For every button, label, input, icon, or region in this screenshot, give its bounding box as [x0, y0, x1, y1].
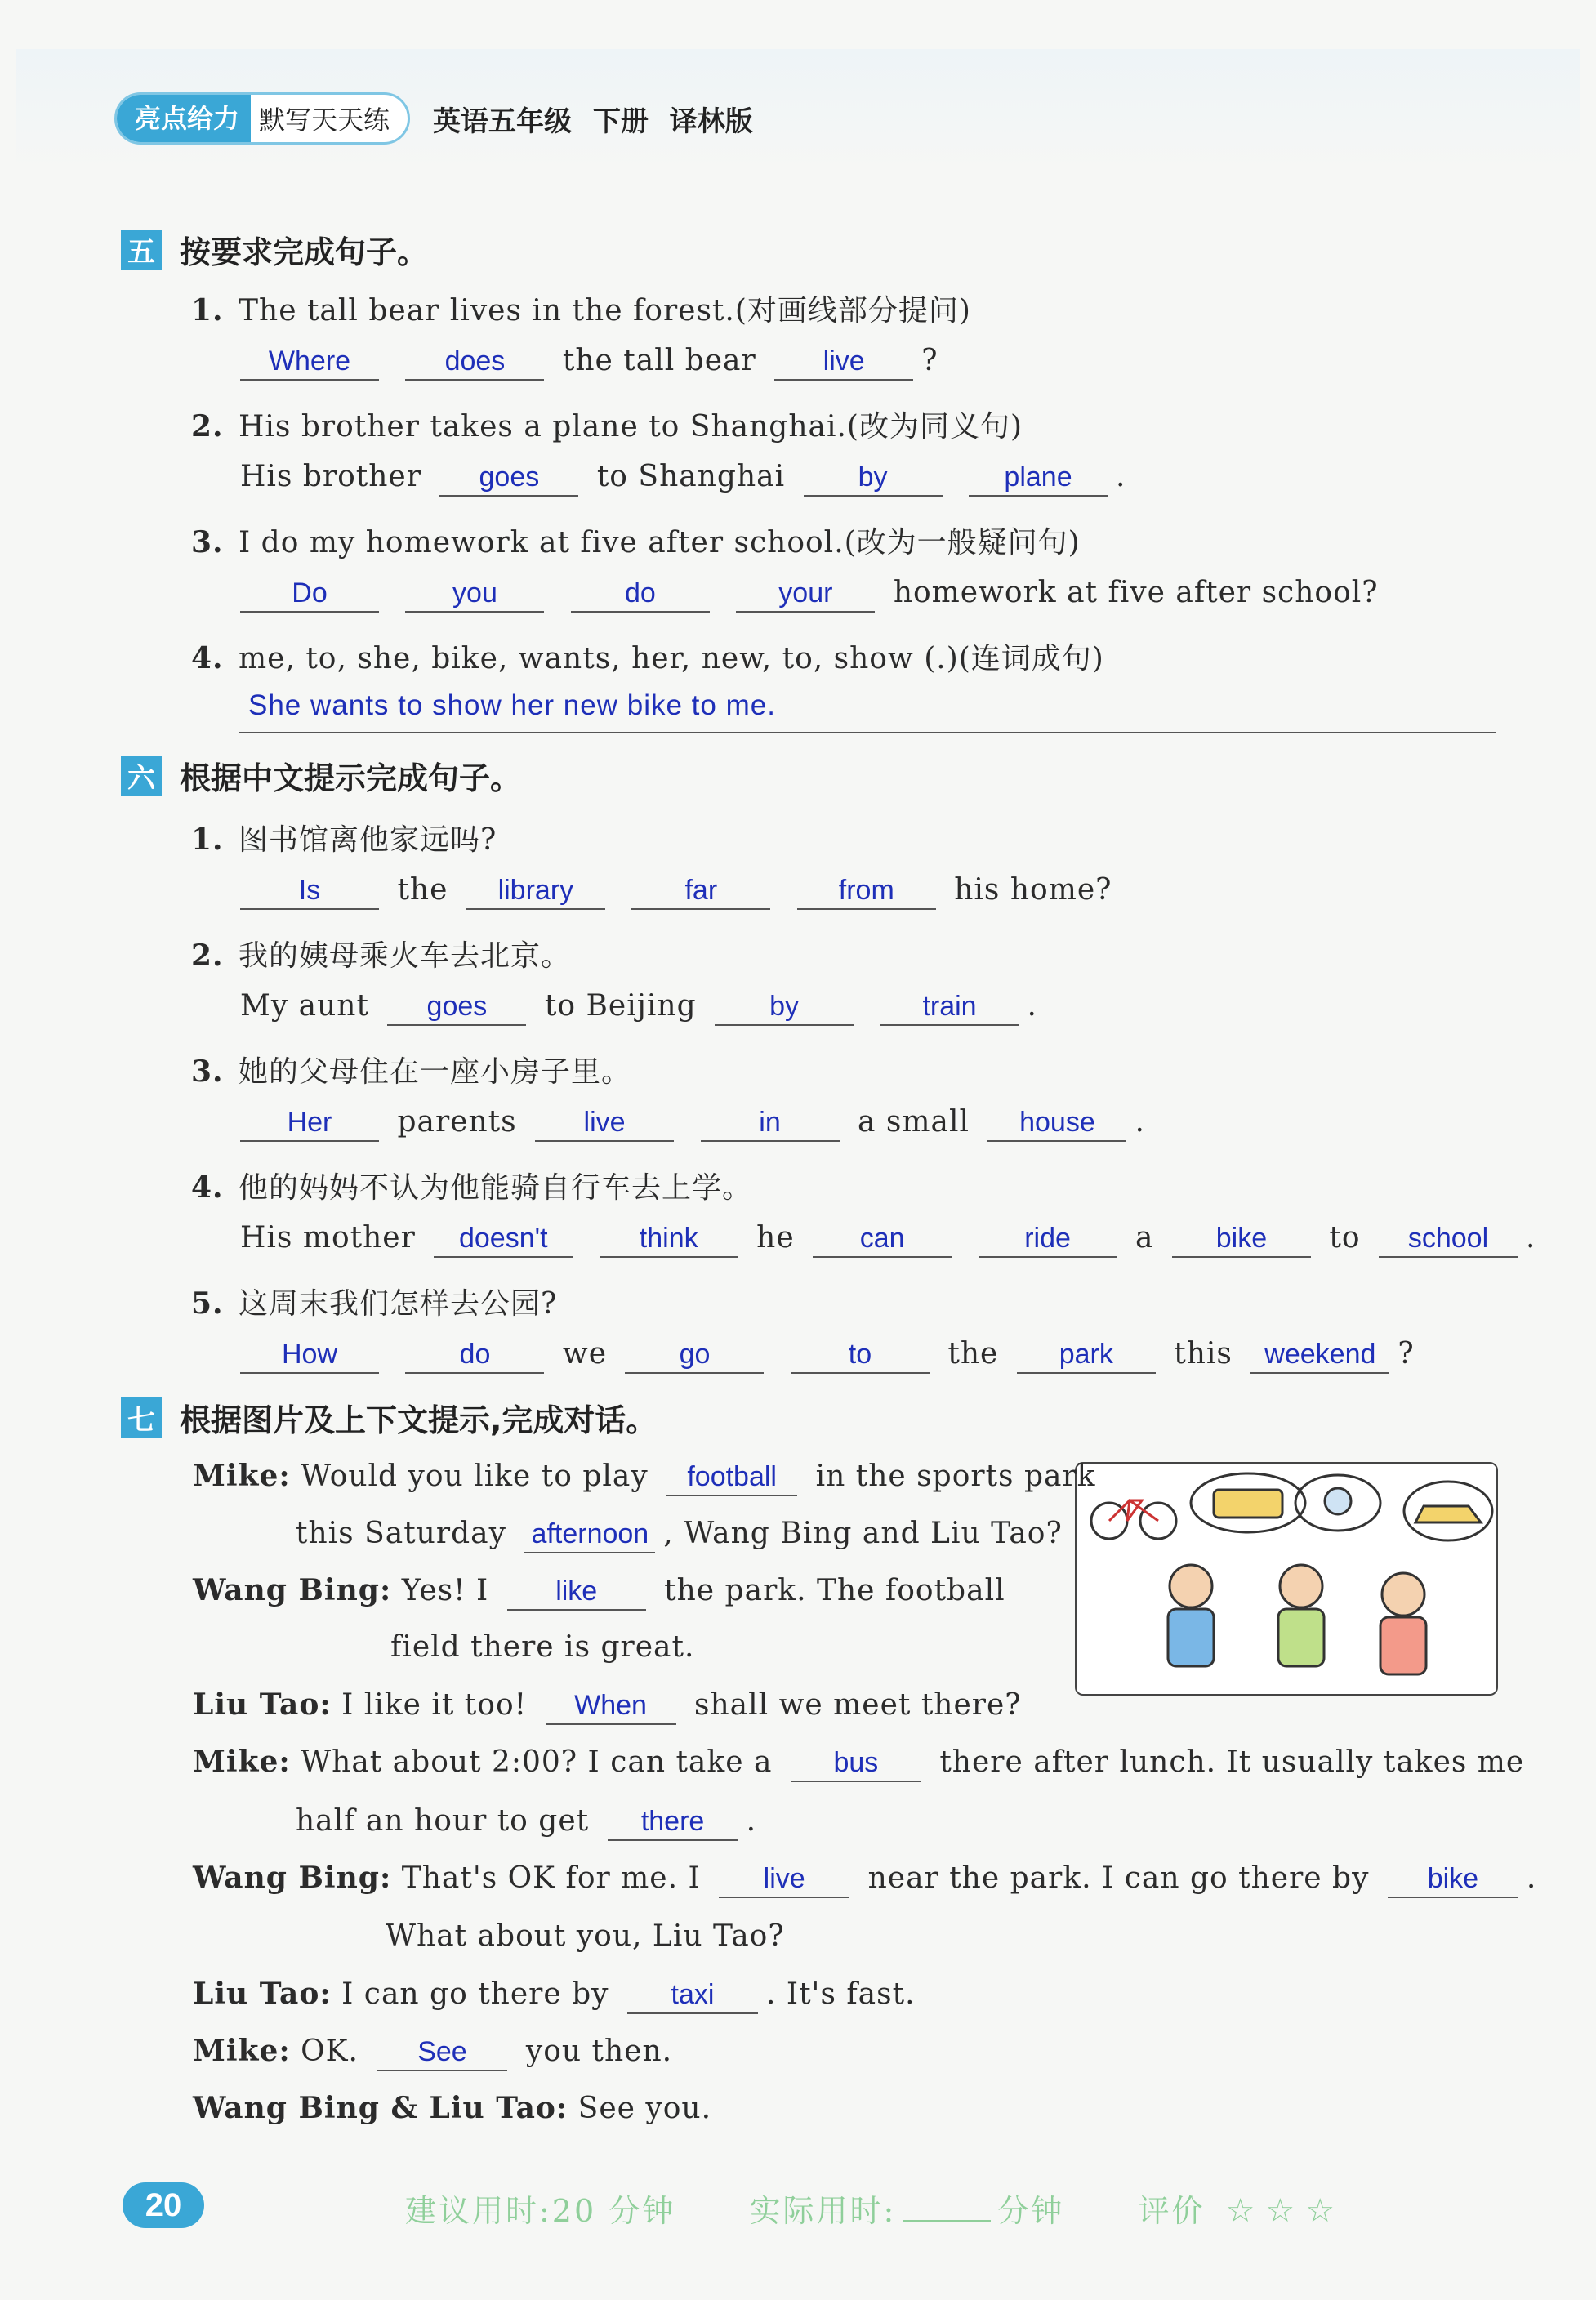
static-text: That's OK for me. I — [401, 1861, 701, 1895]
star-icon[interactable]: ☆ — [1305, 2192, 1338, 2230]
dialogue-line — [390, 1630, 694, 1664]
edition: 译林版 — [669, 105, 753, 138]
static-text: near the park. I can go there by — [867, 1861, 1370, 1895]
dialogue-line — [193, 2034, 672, 2071]
static-text: . — [746, 1804, 757, 1838]
answer-blank[interactable]: bus — [791, 1745, 921, 1782]
answer-blank[interactable]: park — [1017, 1336, 1156, 1374]
static-text: His mother — [240, 1221, 416, 1255]
book-info — [433, 99, 753, 139]
section-5-heading — [121, 227, 428, 272]
question-prompt — [191, 288, 971, 329]
static-text: shall we meet there? — [694, 1688, 1022, 1722]
static-text: ? — [1398, 1337, 1415, 1371]
static-text: What about 2:00? I can take a — [301, 1745, 773, 1779]
star-icon[interactable]: ☆ — [1225, 2192, 1258, 2230]
static-text: the park. The football — [664, 1574, 1005, 1607]
answer-blank[interactable]: school — [1379, 1220, 1518, 1258]
static-text: . — [1116, 460, 1126, 493]
rating-label: 评价 — [1138, 2193, 1206, 2229]
prompt-text: 她的父母住在一座小房子里。 — [239, 1055, 632, 1089]
brand-logo — [114, 92, 410, 145]
question-prompt — [191, 817, 497, 858]
static-text: , Wang Bing and Liu Tao? — [663, 1517, 1063, 1550]
static-text: the — [397, 873, 448, 907]
star-icon[interactable]: ☆ — [1265, 2192, 1298, 2230]
answer-blank[interactable]: train — [880, 988, 1019, 1026]
static-text: I like it too! — [341, 1688, 528, 1722]
brand-name: 亮点给力 — [117, 95, 251, 142]
static-text: to Beijing — [544, 989, 697, 1023]
answer-blank[interactable]: live — [535, 1104, 674, 1142]
static-text: . — [1027, 989, 1037, 1023]
speaker: Mike: — [193, 2034, 291, 2068]
answer-line — [232, 1104, 1145, 1142]
answer-line — [240, 988, 1037, 1026]
page-number: 20 — [123, 2182, 204, 2228]
answer-blank[interactable]: in — [701, 1104, 840, 1142]
answer-line — [232, 1336, 1415, 1374]
static-text: My aunt — [240, 989, 369, 1023]
static-text: Yes! I — [401, 1574, 489, 1607]
question-number: 2. — [191, 409, 224, 444]
dialogue-line — [193, 1977, 916, 2014]
section-badge: 七 — [121, 1397, 162, 1438]
section-title: 根据图片及上下文提示,完成对话。 — [180, 1402, 658, 1438]
answer-blank[interactable]: bike — [1388, 1861, 1518, 1898]
answer-blank[interactable]: weekend — [1250, 1336, 1389, 1374]
answer-blank[interactable]: there — [608, 1803, 738, 1841]
speaker: Wang Bing: — [193, 1573, 392, 1607]
dialogue-line — [193, 1459, 1096, 1496]
answer-blank[interactable]: your — [736, 575, 875, 613]
answer-blank[interactable]: to — [791, 1336, 930, 1374]
static-text: the tall bear — [562, 344, 756, 377]
question-prompt — [191, 933, 571, 974]
answer-blank[interactable]: from — [797, 872, 936, 910]
question-number: 5. — [191, 1286, 224, 1321]
answer-blank[interactable]: live — [774, 343, 913, 381]
static-text: this Saturday — [296, 1517, 506, 1550]
static-text: . It's fast. — [765, 1977, 916, 2011]
volume: 下册 — [592, 105, 649, 138]
question-prompt — [191, 1165, 752, 1206]
question-prompt — [191, 1281, 557, 1322]
section-badge: 五 — [121, 230, 162, 270]
answer-blank[interactable]: ride — [979, 1220, 1117, 1258]
prompt-text: 图书馆离他家远吗? — [239, 823, 497, 857]
answer-blank[interactable]: goes — [387, 988, 526, 1026]
prompt-text: me, to, she, bike, wants, her, new, to, show (.)(连词成句) — [239, 642, 1104, 675]
question-number: 3. — [191, 1054, 224, 1089]
answer-blank[interactable]: afternoon — [524, 1516, 655, 1553]
illustration-boys-transport — [1075, 1462, 1498, 1696]
static-text: he — [756, 1221, 795, 1255]
dialogue-line — [193, 1745, 1524, 1782]
section-badge: 六 — [121, 756, 162, 796]
answer-blank[interactable]: far — [631, 872, 770, 910]
answer-line — [232, 343, 938, 381]
answer-blank[interactable]: do — [571, 575, 710, 613]
question-prompt — [191, 635, 1104, 677]
answer-blank[interactable]: See — [377, 2034, 507, 2071]
prompt-text: 这周末我们怎样去公园? — [239, 1287, 558, 1321]
static-text: to Shanghai — [596, 460, 786, 493]
question-number: 4. — [191, 641, 224, 675]
answer-line — [232, 872, 1112, 910]
static-text: homework at five after school? — [893, 576, 1379, 609]
answer-blank[interactable]: When — [546, 1687, 676, 1725]
answer-blank[interactable]: think — [600, 1220, 738, 1258]
answer-blank[interactable]: live — [719, 1861, 849, 1898]
dialogue-line — [193, 2091, 711, 2125]
static-text: I can go there by — [341, 1977, 609, 2011]
static-text: there after lunch. It usually takes me — [939, 1745, 1525, 1779]
illustration-svg — [1077, 1464, 1496, 1694]
answer-blank[interactable]: can — [813, 1220, 952, 1258]
question-prompt — [191, 1049, 631, 1090]
answer-blank[interactable]: library — [466, 872, 605, 910]
prompt-text: The tall bear lives in the forest.(对画线部分提问) — [239, 294, 971, 328]
static-text: a small — [857, 1105, 970, 1139]
answer-line — [240, 459, 1126, 497]
answer-blank[interactable]: goes — [439, 459, 578, 497]
suggested-time: 建议用时:20 分钟 — [405, 2193, 676, 2229]
static-text: . — [1135, 1105, 1145, 1139]
static-text: OK. — [301, 2035, 359, 2068]
section-title: 根据中文提示完成句子。 — [180, 760, 522, 796]
answer-blank[interactable]: How — [240, 1336, 379, 1374]
static-text: His brother — [240, 460, 421, 493]
dialogue-line — [193, 1573, 1005, 1611]
static-text: we — [562, 1337, 608, 1371]
answer-blank[interactable]: house — [987, 1104, 1126, 1142]
dialogue-line — [296, 1803, 756, 1841]
question-number: 4. — [191, 1170, 224, 1205]
static-text: See you. — [577, 2092, 712, 2125]
page-header — [114, 90, 753, 147]
dialogue-line — [193, 1687, 1022, 1725]
section-title: 按要求完成句子。 — [180, 234, 429, 270]
dialogue-line — [193, 1861, 1536, 1898]
static-text: . — [1526, 1221, 1536, 1255]
section-7-heading — [121, 1395, 657, 1440]
speaker: Liu Tao: — [193, 1687, 332, 1722]
static-text: you then. — [525, 2035, 673, 2068]
dialogue-line — [386, 1919, 785, 1953]
static-text: the — [947, 1337, 999, 1371]
static-text: his home? — [954, 873, 1112, 907]
static-text: Would you like to play — [301, 1460, 649, 1493]
actual-time-label: 实际用时: — [749, 2193, 897, 2229]
speaker: Mike: — [193, 1459, 291, 1493]
subject: 英语五年级 — [433, 105, 573, 138]
answer-blank[interactable]: by — [715, 988, 854, 1026]
question-number: 1. — [191, 293, 224, 328]
answer-line — [240, 1220, 1536, 1258]
question-prompt — [191, 519, 1081, 561]
answer-blank[interactable]: taxi — [627, 1977, 758, 2014]
answer-blank[interactable]: you — [405, 575, 544, 613]
speaker: Wang Bing: — [193, 1861, 392, 1895]
time-rating-bar — [405, 2186, 1337, 2231]
question-number: 2. — [191, 938, 224, 973]
static-text: What about you, Liu Tao? — [386, 1919, 785, 1953]
speaker: Wang Bing & Liu Tao: — [193, 2091, 568, 2125]
answer-blank[interactable]: Do — [240, 575, 379, 613]
question-number: 1. — [191, 822, 224, 857]
answer-blank[interactable]: does — [405, 343, 544, 381]
question-number: 3. — [191, 525, 224, 559]
series-name: 默写天天练 — [259, 105, 390, 136]
static-text: field there is great. — [390, 1630, 695, 1664]
answer-blank[interactable]: football — [666, 1459, 797, 1496]
answer-blank[interactable]: doesn't — [434, 1220, 573, 1258]
prompt-text: 他的妈妈不认为他能骑自行车去上学。 — [239, 1171, 753, 1205]
answer-blank[interactable]: do — [405, 1336, 544, 1374]
answer-blank[interactable]: plane — [969, 459, 1108, 497]
answer-blank[interactable]: Her — [240, 1104, 379, 1142]
answer-blank[interactable]: by — [804, 459, 943, 497]
static-text: a — [1135, 1221, 1154, 1255]
answer-blank[interactable]: bike — [1172, 1220, 1311, 1258]
static-text: in the sports park — [815, 1460, 1096, 1493]
prompt-text: I do my homework at five after school.(改为一般疑问句) — [239, 526, 1081, 559]
static-text: to — [1329, 1221, 1361, 1255]
page-footer — [123, 2182, 204, 2228]
answer-blank[interactable]: Is — [240, 872, 379, 910]
static-text: this — [1174, 1337, 1233, 1371]
section-6-heading — [121, 753, 521, 798]
static-text: . — [1526, 1861, 1537, 1895]
static-text: half an hour to get — [296, 1804, 590, 1838]
answer-blank[interactable]: go — [625, 1336, 764, 1374]
static-text: ? — [921, 344, 938, 377]
prompt-text: His brother takes a plane to Shanghai.(改为同义句) — [239, 410, 1023, 444]
static-text: parents — [397, 1105, 517, 1139]
answer-sentence[interactable]: She wants to show her new bike to me. — [248, 689, 776, 721]
answer-line — [232, 575, 1379, 613]
question-prompt — [191, 403, 1023, 445]
prompt-text: 我的姨母乘火车去北京。 — [239, 939, 572, 973]
answer-blank[interactable]: like — [507, 1573, 646, 1611]
speaker: Liu Tao: — [193, 1977, 332, 2011]
time-unit: 分钟 — [997, 2193, 1065, 2229]
answer-blank[interactable]: Where — [240, 343, 379, 381]
answer-rule — [239, 732, 1496, 733]
speaker: Mike: — [193, 1745, 291, 1779]
actual-time-blank[interactable] — [903, 2220, 991, 2222]
dialogue-line — [296, 1516, 1063, 1553]
